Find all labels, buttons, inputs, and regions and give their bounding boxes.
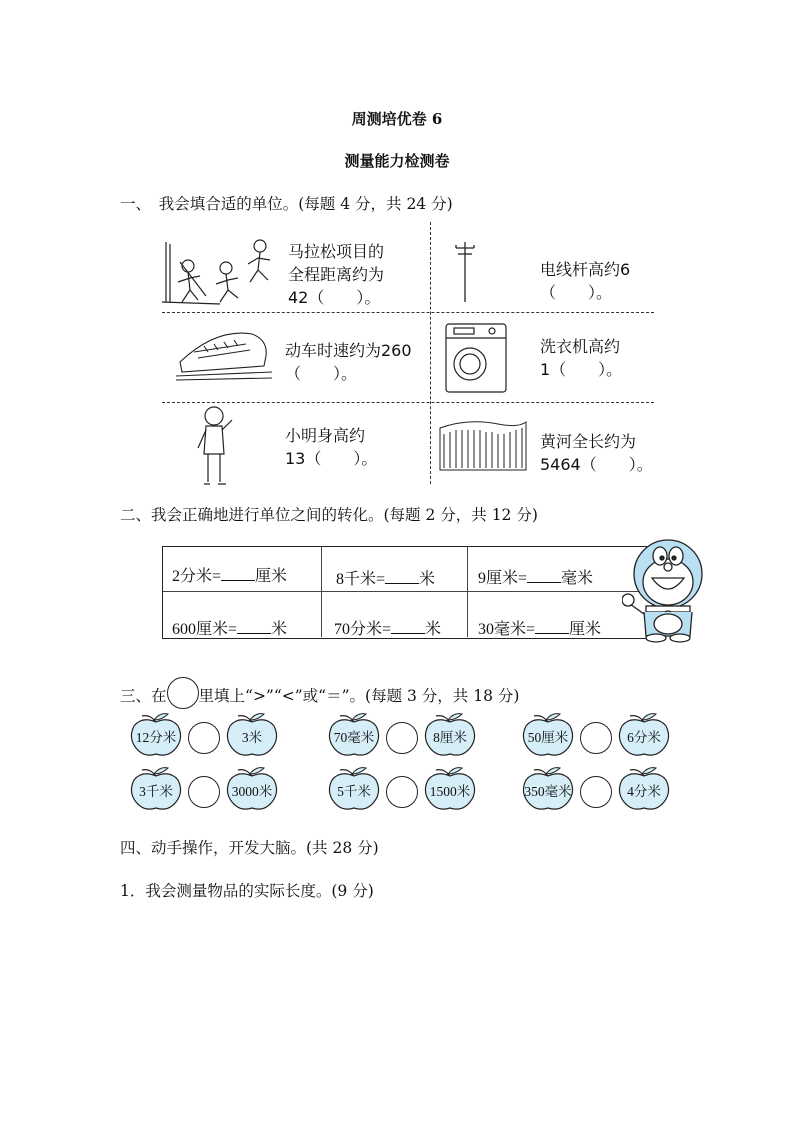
apple-right-label: 3000米 bbox=[231, 784, 273, 799]
apple-right bbox=[616, 712, 672, 758]
apple-right-label: 6分米 bbox=[627, 730, 661, 745]
comparison-pair bbox=[128, 712, 284, 760]
section1-heading: 一、 我会填合适的单位。(每题 4 分，共 24 分) bbox=[120, 195, 453, 213]
apple-left bbox=[326, 766, 382, 812]
section4-heading: 四、动手操作，开发大脑。(共 28 分) bbox=[120, 839, 379, 857]
conversion-cell-4[interactable]: 600厘米= 米 bbox=[172, 621, 288, 638]
apple-left bbox=[128, 766, 184, 812]
comparison-pair bbox=[520, 766, 676, 814]
compare-circle[interactable] bbox=[580, 776, 612, 808]
apple-right bbox=[616, 766, 672, 812]
page-subtitle: 测量能力检测卷 bbox=[344, 152, 450, 170]
conversion-cell-6[interactable]: 30毫米= 厘米 bbox=[478, 621, 602, 638]
section3-heading: 三、在 里填上“>”“<”或“＝”。(每题 3 分，共 18 分) bbox=[120, 677, 519, 709]
q1-item-pole: 电线杆高约6 （ ）。 bbox=[540, 260, 631, 302]
q1-item-river: 黄河全长约为 5464（ ）。 bbox=[540, 432, 653, 474]
compare-circle[interactable] bbox=[580, 722, 612, 754]
page-title: 周测培优卷 6 bbox=[351, 110, 443, 128]
comparison-pair bbox=[520, 712, 676, 760]
q1-item-train: 动车时速约为260 （ ）。 bbox=[285, 341, 412, 383]
apple-left bbox=[520, 712, 576, 758]
section2-heading: 二、我会正确地进行单位之间的转化。(每题 2 分，共 12 分) bbox=[120, 506, 538, 524]
apple-right bbox=[224, 712, 280, 758]
apple-left-label: 12分米 bbox=[135, 730, 177, 745]
q1-item-boy: 小明身高约 13（ ）。 bbox=[285, 426, 378, 468]
comparison-pair bbox=[326, 712, 482, 760]
q1-item-marathon: 马拉松项目的 全程距离约为 42（ ）。 bbox=[288, 242, 385, 307]
compare-circle[interactable] bbox=[386, 776, 418, 808]
comparison-pair bbox=[128, 766, 284, 814]
apple-left-label: 3千米 bbox=[139, 784, 173, 799]
apple-left-label: 70毫米 bbox=[333, 730, 375, 745]
apple-right bbox=[224, 766, 280, 812]
compare-circle[interactable] bbox=[386, 722, 418, 754]
apple-right bbox=[422, 712, 478, 758]
comparison-pair bbox=[326, 766, 482, 814]
conversion-cell-3[interactable]: 9厘米= 毫米 bbox=[478, 570, 594, 587]
q1-item-washer: 洗衣机高约 1（ ）。 bbox=[540, 337, 623, 379]
apple-right bbox=[422, 766, 478, 812]
apple-left bbox=[326, 712, 382, 758]
apple-right-label: 3米 bbox=[241, 730, 263, 745]
compare-circle[interactable] bbox=[188, 722, 220, 754]
conversion-cell-2[interactable]: 8千米= 米 bbox=[336, 571, 436, 588]
apple-left bbox=[520, 766, 576, 812]
apple-left bbox=[128, 712, 184, 758]
compare-circle[interactable] bbox=[188, 776, 220, 808]
conversion-cell-5[interactable]: 70分米= 米 bbox=[334, 621, 442, 638]
apple-left-label: 50厘米 bbox=[527, 730, 569, 745]
apple-right-label: 8厘米 bbox=[433, 730, 467, 745]
section4-sub1: 1．我会测量物品的实际长度。(9 分) bbox=[120, 882, 374, 900]
apple-right-label: 4分米 bbox=[627, 784, 661, 799]
conversion-cell-1[interactable]: 2分米= 厘米 bbox=[172, 568, 288, 585]
apple-left-label: 5千米 bbox=[337, 784, 371, 799]
apple-left-label: 350毫米 bbox=[524, 784, 572, 799]
apple-right-label: 1500米 bbox=[429, 784, 471, 799]
